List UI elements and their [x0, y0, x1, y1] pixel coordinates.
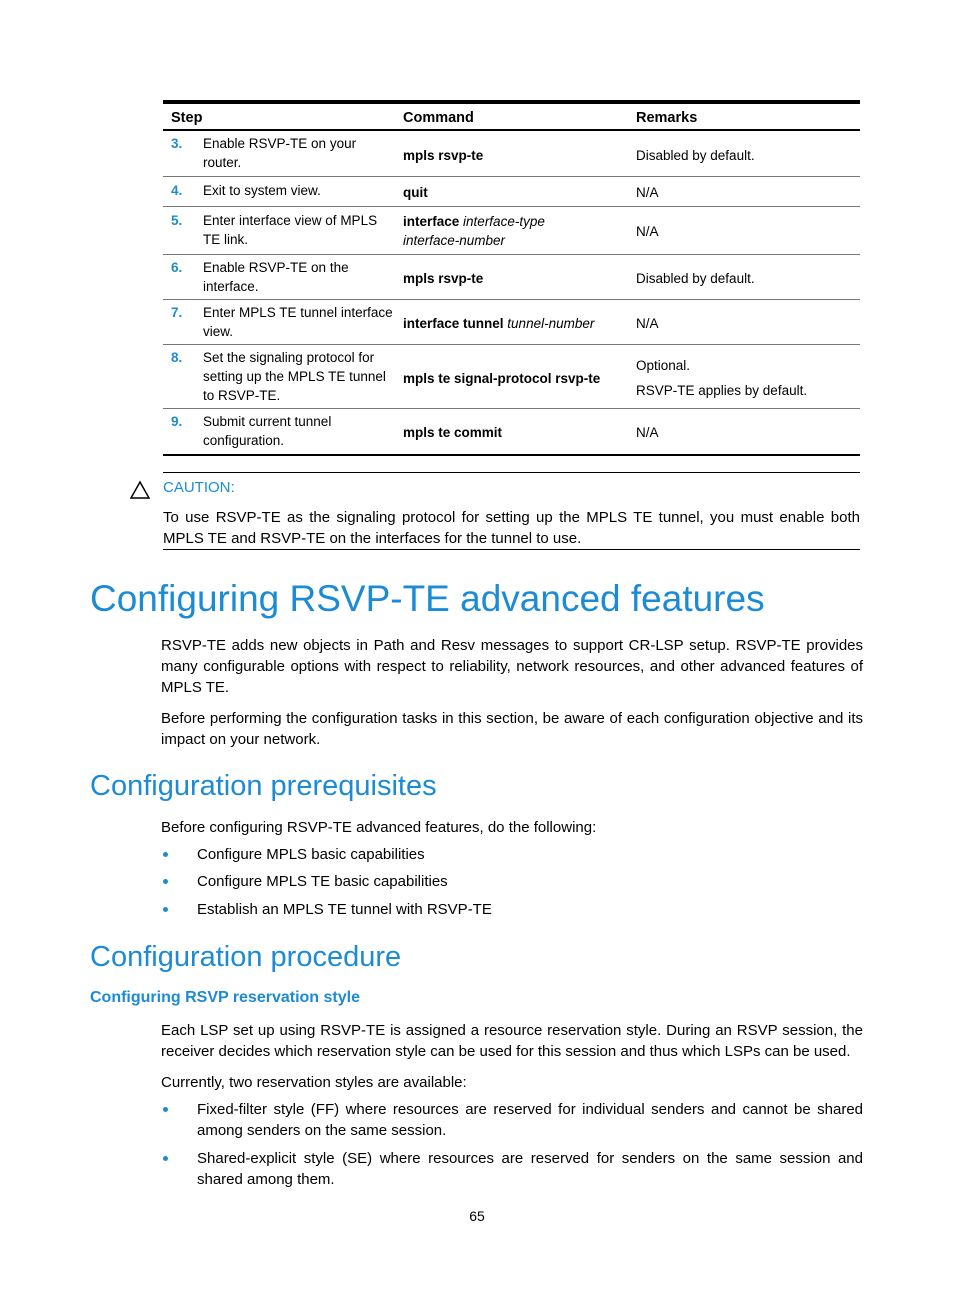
step-text: Enter MPLS TE tunnel interface view. — [203, 305, 393, 339]
row-divider — [163, 299, 860, 300]
step-text: Enable RSVP-TE on your router. — [203, 136, 357, 170]
table-bottom-rule — [163, 454, 860, 456]
step-number: 8. — [171, 350, 183, 365]
row-divider — [163, 408, 860, 409]
row-divider — [163, 176, 860, 177]
section-title-procedure: Configuration procedure — [90, 941, 402, 973]
remarks-cell: N/A — [636, 425, 659, 440]
bullet-icon — [163, 907, 168, 912]
list-item: Fixed-filter style (FF) where resources are reserved for individual senders and cannot be shared among senders on the same session. — [197, 1101, 863, 1139]
row-divider — [163, 344, 860, 345]
caution-text: To use RSVP-TE as the signaling protocol for setting up the MPLS TE tunnel, you must enable both MPLS TE and RSVP-TE on the interfaces for the tunnel to use. — [163, 509, 860, 547]
list-item: Shared-explicit style (SE) where resources are reserved for senders on the same session and shared among them. — [197, 1150, 863, 1188]
command-cell: interface tunnel tunnel-number — [403, 316, 595, 331]
remarks-cell: N/A — [636, 316, 659, 331]
step-number: 5. — [171, 213, 183, 228]
section-title-advanced-features: Configuring RSVP-TE advanced features — [90, 578, 765, 619]
bullet-icon — [163, 1107, 168, 1112]
row-divider — [163, 254, 860, 255]
header-command: Command — [403, 110, 474, 126]
caution-top-rule — [163, 472, 860, 473]
list-item: Establish an MPLS TE tunnel with RSVP-TE — [197, 901, 492, 918]
remarks-cell: Disabled by default. — [636, 271, 755, 286]
step-number: 3. — [171, 136, 183, 151]
step-text: Exit to system view. — [203, 183, 321, 198]
bullet-icon — [163, 1156, 168, 1161]
caution-bottom-rule — [163, 549, 860, 550]
command-cell: mpls rsvp-te — [403, 271, 484, 286]
command-cell: mpls rsvp-te — [403, 148, 484, 163]
table-top-rule — [163, 100, 860, 104]
bullet-icon — [163, 852, 168, 857]
step-number: 6. — [171, 260, 183, 275]
step-number: 7. — [171, 305, 183, 320]
command-cell: interface interface-type interface-number — [403, 214, 545, 248]
step-number: 9. — [171, 414, 183, 429]
command-cell: mpls te signal-protocol rsvp-te — [403, 371, 601, 386]
subsection-title-reservation-style: Configuring RSVP reservation style — [90, 989, 360, 1006]
header-remarks: Remarks — [636, 110, 698, 126]
bullet-icon — [163, 879, 168, 884]
header-step: Step — [171, 110, 203, 126]
command-cell: quit — [403, 185, 428, 200]
list-item: Configure MPLS basic capabilities — [197, 846, 425, 863]
row-divider — [163, 206, 860, 207]
step-number: 4. — [171, 183, 183, 198]
step-text: Set the signaling protocol for setting up the MPLS TE tunnel to RSVP-TE. — [203, 350, 386, 403]
paragraph-before-performing: Before performing the configuration tasks in this section, be aware of each configuration objective and its impact on your network. — [161, 710, 863, 748]
page-number: 65 — [469, 1208, 485, 1224]
prerequisites-intro: Before configuring RSVP-TE advanced features, do the following: — [161, 819, 597, 836]
step-text: Submit current tunnel configuration. — [203, 414, 332, 448]
command-cell: mpls te commit — [403, 425, 503, 440]
caution-triangle-icon — [129, 480, 151, 500]
table-header-rule — [163, 129, 860, 131]
step-text: Enable RSVP-TE on the interface. — [203, 260, 349, 294]
paragraph-intro: RSVP-TE adds new objects in Path and Resv messages to support CR-LSP setup. RSVP-TE provides many configurable options with respect to reliability, network resources, and other advanced features of MPLS TE. — [161, 637, 863, 696]
caution-label: CAUTION: — [163, 479, 235, 496]
step-text: Enter interface view of MPLS TE link. — [203, 213, 378, 247]
remarks-cell: Disabled by default. — [636, 148, 755, 163]
section-title-prerequisites: Configuration prerequisites — [90, 770, 437, 802]
remarks-cell: Optional. RSVP-TE applies by default. — [636, 358, 808, 398]
list-item: Configure MPLS TE basic capabilities — [197, 873, 448, 890]
paragraph-reservation-style: Each LSP set up using RSVP-TE is assigned a resource reservation style. During an RSVP session, the receiver decides which reservation style can be used for this session and thus which LSPs can be used. — [161, 1022, 863, 1060]
remarks-cell: N/A — [636, 224, 659, 239]
remarks-cell: N/A — [636, 185, 659, 200]
paragraph-two-styles: Currently, two reservation styles are available: — [161, 1074, 467, 1091]
